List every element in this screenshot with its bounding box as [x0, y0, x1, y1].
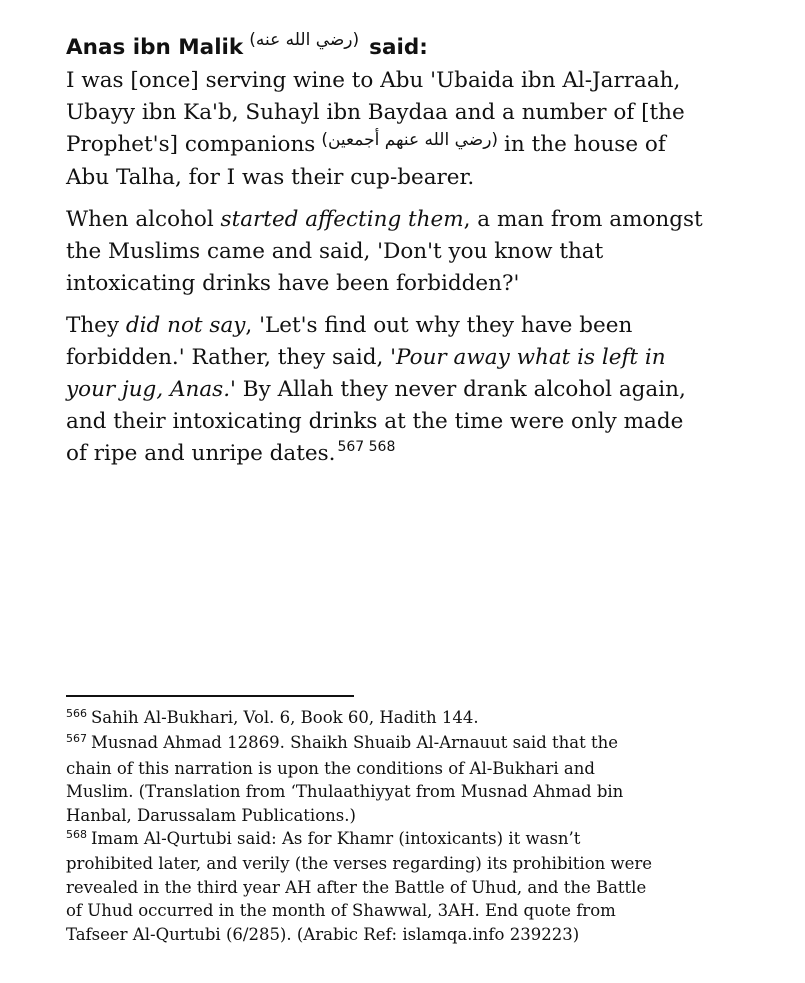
- footnote-line: Sahih Al-Bukhari, Vol. 6, Book 60, Hadith 144.: [91, 708, 479, 727]
- paragraph-anas-narration: [66, 32, 776, 194]
- footnote-line: Muslim. (Translation from ‘Thulaathiyyat from Musnad Ahmad bin: [66, 782, 624, 802]
- footnote-line: Musnad Ahmad 12869. Shaikh Shuaib Al-Arnauut said that the: [91, 733, 619, 753]
- text-line: Abu Talha, for I was their cup-bearer.: [66, 165, 475, 190]
- footnote-number: 566: [66, 707, 87, 720]
- said-label: said:: [369, 35, 428, 60]
- footnote-line: Imam Al-Qurtubi said: As for Khamr (intoxicants) it wasn’t: [91, 829, 581, 849]
- emphasis-text: did not say: [125, 313, 246, 338]
- main-text: [66, 32, 776, 482]
- footnote-line: revealed in the third year AH after the Battle of Uhud, and the Battle: [66, 877, 647, 897]
- emphasis-text: 'Pour away what is left in: [390, 345, 666, 370]
- text-fragment: forbidden.' Rather, they said,: [66, 345, 391, 370]
- footnote-line: Hanbal, Darussalam Publications.): [66, 805, 356, 825]
- footnote-567: [66, 731, 776, 827]
- footnote-line: prohibited later, and verily (the verses regarding) its prohibition were: [66, 854, 653, 874]
- emphasis-text: started affecting them: [220, 207, 464, 232]
- paragraph-alcohol-forbidden: [66, 204, 776, 300]
- text-line: intoxicating drinks have been forbidden?': [66, 271, 520, 296]
- text-line: Prophet's] companions: [66, 132, 316, 157]
- honorific-arabic-plural: (رضي الله عنهم أجمعين): [321, 130, 499, 150]
- text-fragment: When alcohol: [66, 207, 221, 232]
- text-fragment: By Allah they never drank alcohol again,: [235, 377, 686, 402]
- text-line: in the house of: [504, 132, 666, 157]
- footnote-line: Tafseer Al-Qurtubi (6/285). (Arabic Ref: islamqa.info 239223): [66, 924, 580, 944]
- text-line: Ubayy ibn Ka'b, Suhayl ibn Baydaa and a number of [the: [66, 100, 685, 125]
- footnote-line: chain of this narration is upon the conditions of Al-Bukhari and: [66, 758, 595, 778]
- paragraph-response: [66, 310, 776, 472]
- footnote-568: [66, 827, 776, 946]
- text-line: and their intoxicating drinks at the time were only made: [66, 409, 684, 434]
- footnote-566: [66, 706, 776, 731]
- text-line: I was [once] serving wine to Abu 'Ubaida ibn Al-Jarraah,: [66, 68, 681, 93]
- footnote-separator: [66, 695, 354, 697]
- text-fragment: They: [66, 313, 126, 338]
- footnote-line: of Uhud occurred in the month of Shawwal, 3AH. End quote from: [66, 901, 616, 921]
- text-line: of ripe and unripe dates.: [66, 441, 336, 466]
- emphasis-text: your jug, Anas.': [66, 377, 236, 402]
- footnote-reference[interactable]: 567 568: [337, 439, 396, 455]
- footnote-number: 567: [66, 732, 87, 746]
- footnotes: [66, 706, 776, 946]
- footnote-number: 568: [66, 828, 87, 842]
- text-fragment: , a man from amongst: [463, 207, 703, 232]
- text-line: the Muslims came and said, 'Don't you know that: [66, 239, 604, 264]
- honorific-arabic: (رضي الله عنه): [249, 30, 360, 50]
- speaker-name: Anas ibn Malik: [66, 35, 244, 60]
- speaker-heading: [66, 30, 428, 60]
- text-fragment: , 'Let's find out why they have been: [245, 313, 633, 338]
